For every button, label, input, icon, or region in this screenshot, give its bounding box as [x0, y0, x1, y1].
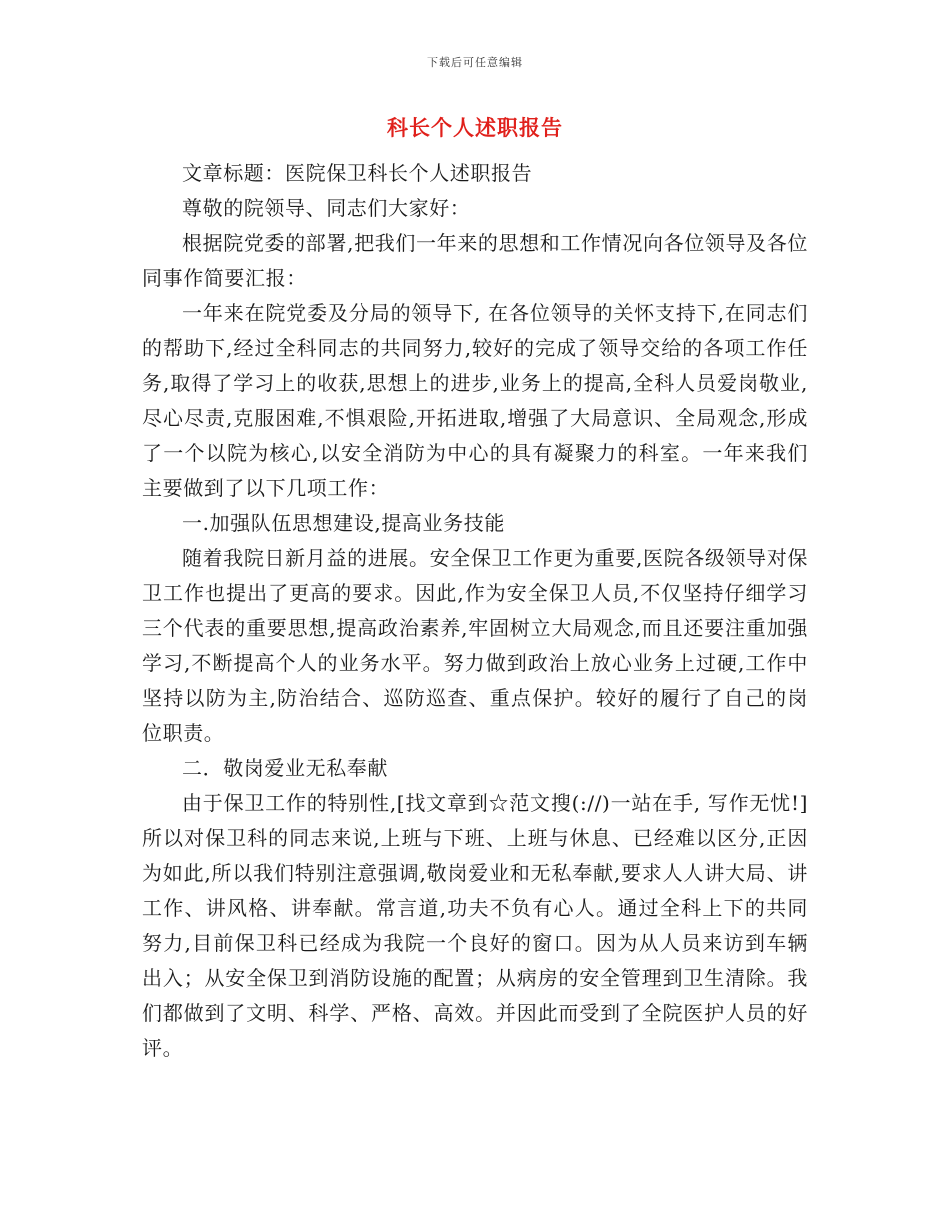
document-title: 科长个人述职报告 [387, 115, 563, 140]
document-body [142, 156, 808, 1066]
section-heading-1: 一.加强队伍思想建设,提高业务技能 [182, 511, 505, 535]
header-note: 下载后可任意编辑 [427, 56, 523, 69]
paragraph-section-1: 随着我院日新月益的进展。安全保卫工作更为重要,医院各级领导对保卫工作也提出了更高的要求。因此,作为安全保卫人员,不仅坚持仔细学习三个代表的重要思想,提高政治素养,牢固树立大局观念,而且还要注重加强学习,不断提高个人的业务水平。努力做到政治上放心业务上过硬,工作中坚持以防为主,防治结合、巡防巡查、重点保护。较好的履行了自己的岗位职责。 [142, 546, 808, 745]
paragraph-summary: 一年来在院党委及分局的领导下, 在各位领导的关怀支持下,在同志们的帮助下,经过全科同志的共同努力,较好的完成了领导交给的各项工作任务,取得了学习上的收获,思想上的进步,业务上的提高,全科人员爱岗敬业,尽心尽责,克服困难,不惧艰险,开拓进取,增强了大局意识、全局观念,形成了一个以院为核心,以安全消防为中心的具有凝聚力的科室。一年来我们主要做到了以下几项工作： [142, 301, 808, 500]
section-heading-2: 二．敬岗爱业无私奉献 [182, 756, 388, 780]
paragraph-intro: 根据院党委的部署,把我们一年来的思想和工作情况向各位领导及各位同事作简要汇报： [142, 231, 808, 290]
paragraph-section-2: 由于保卫工作的特别性,[找文章到☆范文搜(://)一站在手, 写作无忧!]所以对保卫科的同志来说,上班与下班、上班与休息、已经难以区分,正因为如此,所以我们特别注意强调,敬岗爱业和无私奉献,要求人人讲大局、讲工作、讲风格、讲奉献。常言道,功夫不负有心人。通过全科上下的共同努力,目前保卫科已经成为我院一个良好的窗口。因为从人员来访到车辆出入；从安全保卫到消防设施的配置；从病房的安全管理到卫生清除。我们都做到了文明、科学、严格、高效。并因此而受到了全院医护人员的好评。 [142, 791, 808, 1060]
paragraph-greeting: 尊敬的院领导、同志们大家好： [182, 196, 471, 220]
paragraph-article-title: 文章标题：医院保卫科长个人述职报告 [182, 161, 533, 185]
